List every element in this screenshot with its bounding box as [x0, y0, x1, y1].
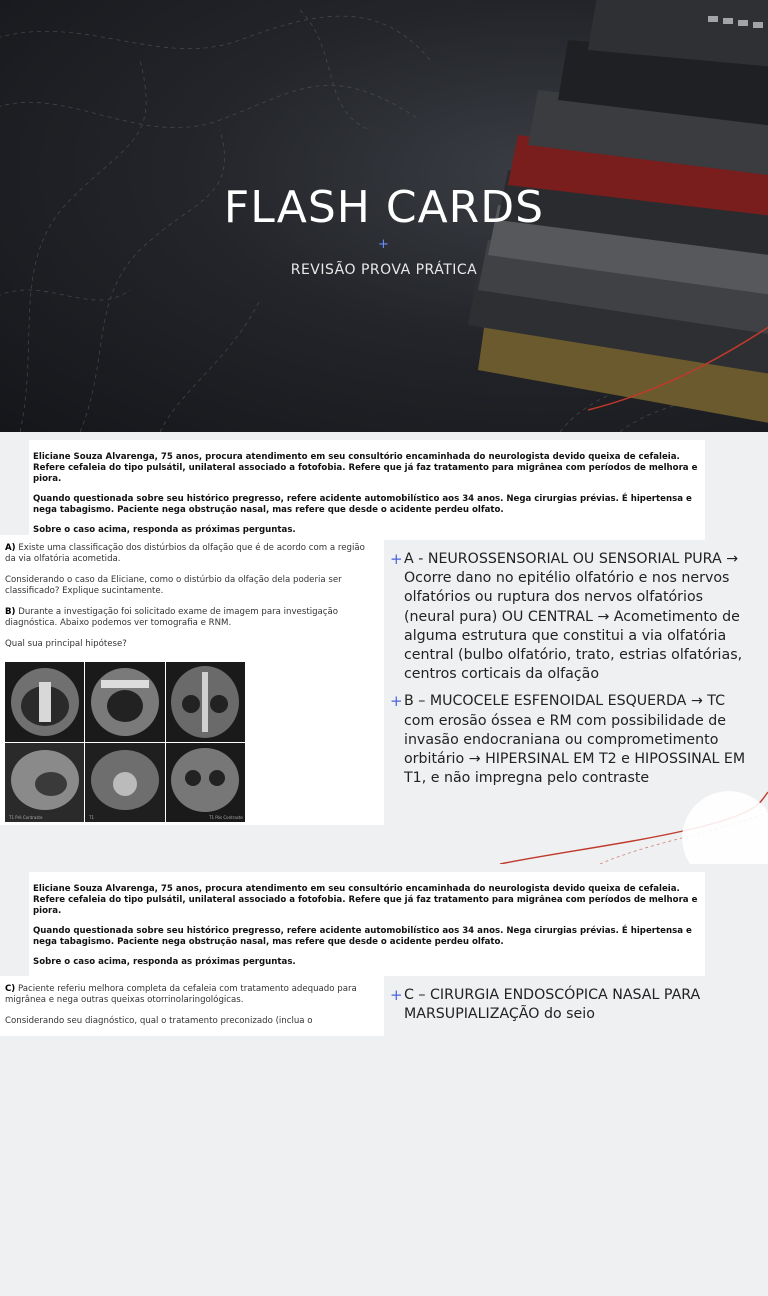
case-paragraph-2: Quando questionada sobre seu histórico pregresso, refere acidente automobilístico aos 34 anos. Nega cirurgias prévias. É hipertensa e nega tabagismo. Paciente nega obstrução nasal, mas refere que desde o acidente perdeu olfato. — [33, 926, 692, 947]
case-paragraph-3: Sobre o caso acima, responda as próximas perguntas. — [33, 957, 296, 967]
mri-sagittal — [5, 743, 84, 822]
scan-grid — [5, 662, 245, 822]
plus-icon: + — [390, 986, 403, 1004]
case-paragraph-3: Sobre o caso acima, responda as próximas perguntas. — [33, 525, 296, 535]
plus-icon: + — [390, 550, 403, 568]
flashcard-slide-a-b — [0, 432, 768, 864]
case-text-box — [29, 872, 705, 976]
question-c-detail: Considerando seu diagnóstico, qual o tratamento preconizado (inclua o — [5, 1016, 313, 1026]
answers-panel — [390, 550, 750, 796]
case-paragraph-1: Eliciane Souza Alvarenga, 75 anos, procura atendimento em seu consultório encaminhada do neurologista devido queixa de cefaleia. Refere cefaleia do tipo pulsátil, unilateral associado a fotofobia. Refere que já faz tratamento para migrânea com períodos de melhora e piora. — [33, 884, 698, 916]
cover-subtitle: REVISÃO PROVA PRÁTICA — [290, 262, 478, 278]
case-text-box — [29, 440, 705, 540]
flashcard-slide-c — [0, 864, 768, 1296]
answer-c — [390, 986, 750, 1024]
question-box — [0, 976, 384, 1036]
answer-b-text: B – MUCOCELE ESFENOIDAL ESQUERDA → TC com erosão óssea e RM com possibilidade de invasão endocraniana ou comprometimento orbitário → HIPERSINAL EM T2 e HIPOSSINAL EM T1, e não impregna pelo contraste — [404, 693, 746, 787]
img-label-2: T1 — [89, 815, 94, 820]
img-label-1: T1 Pré Contraste — [9, 815, 43, 820]
question-a: A) Existe uma classificação dos distúrbios da olfação que é de acordo com a região da via olfatória acometida. — [5, 543, 365, 564]
answer-a — [390, 550, 750, 684]
ct-axial — [166, 662, 245, 742]
mri-axial — [166, 743, 245, 822]
answer-c-text: C – CIRURGIA ENDOSCÓPICA NASAL PARA MARSUPIALIZAÇÃO do seio — [404, 987, 701, 1023]
cover-slide — [0, 0, 768, 432]
question-b-detail: Qual sua principal hipótese? — [5, 639, 127, 649]
question-b: B) Durante a investigação foi solicitado exame de imagem para investigação diagnóstica. Abaixo podemos ver tomografia e RNM. — [5, 607, 339, 628]
answers-panel — [390, 986, 750, 1032]
mri-coronal — [85, 743, 165, 822]
answer-b — [390, 692, 750, 788]
ct-coronal-1 — [5, 662, 84, 742]
case-paragraph-1: Eliciane Souza Alvarenga, 75 anos, procura atendimento em seu consultório encaminhada do neurologista devido queixa de cefaleia. Refere cefaleia do tipo pulsátil, unilateral associado a fotofobia. Refere que já faz tratamento para migrânea com períodos de melhora e piora. — [33, 452, 698, 484]
question-a-detail: Considerando o caso da Eliciane, como o distúrbio da olfação dela poderia ser classificado? Explique sucintamente. — [5, 575, 342, 596]
img-label-3: T1 Pós Contraste — [209, 815, 243, 820]
case-paragraph-2: Quando questionada sobre seu histórico pregresso, refere acidente automobilístico aos 34 anos. Nega cirurgias prévias. É hipertensa e nega tabagismo. Paciente nega obstrução nasal, mas refere que desde o acidente perdeu olfato. — [33, 494, 692, 515]
plus-icon: + — [390, 692, 403, 711]
ct-mri-images — [5, 662, 245, 822]
question-c: C) Paciente referiu melhora completa da cefaleia com tratamento adequado para migrânea e nega outras queixas otorrinolaringológicas. — [5, 984, 357, 1005]
cover-title: FLASH CARDS — [223, 182, 545, 233]
answer-a-text: A - NEUROSSENSORIAL OU SENSORIAL PURA → Ocorre dano no epitélio olfatório e nos nervos olfatórios ou ruptura dos nervos olfatórios (neural pura) OU CENTRAL → Acometimento de alguma estrutura que constitui a via olfatória central (bulbo olfatório, trato, estrias olfatórias, centros corticais da olfação — [404, 551, 743, 683]
ct-coronal-2 — [85, 662, 165, 742]
plus-icon: + — [378, 237, 389, 252]
